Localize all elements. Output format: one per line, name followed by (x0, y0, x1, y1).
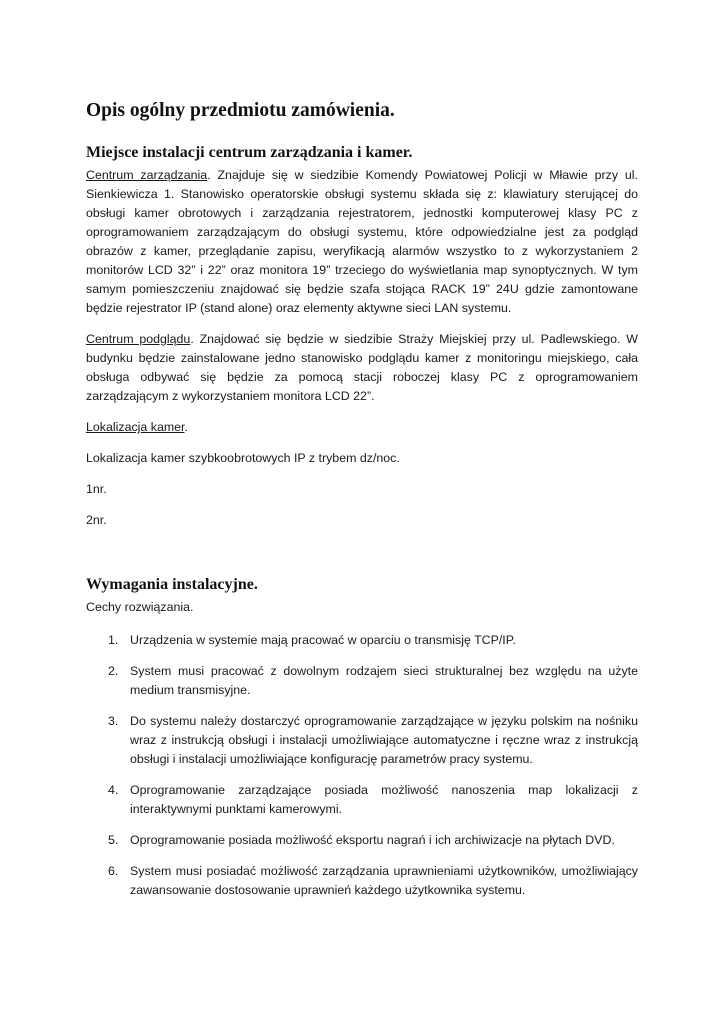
text-camera-location: . (184, 420, 188, 434)
paragraph-management-center (86, 166, 638, 318)
list-item-text: Oprogramowanie zarządzające posiada możliwość nanoszenia map lokalizacji z interaktywnymi punktami kamerowymi. (130, 783, 638, 816)
paragraph-camera-1: 1nr. (86, 482, 107, 496)
list-item-text: Urządzenia w systemie mają pracować w oparciu o transmisję TCP/IP. (130, 633, 516, 647)
text-preview-center: . Znajdować się będzie w siedzibie Straży Miejskiej przy ul. Padlewskiego. W budynku będzie zainstalowane jedno stanowisko podglądu kamer z monitoringu miejskiego, cała obsługa odbywać się będzie za pomocą stacji roboczej klasy PC z oprogramowaniem zarządzającym z wykorzystaniem monitora LCD 22”. (86, 332, 638, 403)
section-heading-installation-site: Miejsce instalacji centrum zarządzania i kamer. (86, 144, 413, 161)
list-item-text: Do systemu należy dostarczyć oprogramowanie zarządzające w języku polskim na nośniku wraz z instrukcją obsługi i instalacji umożliwiające automatyczne i ręczne wraz z instrukcją obsługi i instalacji umożliwiające konfigurację parametrów pracy systemu. (130, 714, 638, 766)
list-item (86, 712, 638, 769)
list-item (86, 831, 638, 850)
list-item-number: 2. (108, 664, 119, 678)
paragraph-camera-location (86, 418, 638, 437)
document-content (86, 98, 638, 912)
text-management-center: . Znajduje się w siedzibie Komendy Powiatowej Policji w Mławie przy ul. Sienkiewicza 1. Stanowisko operatorskie obsługi systemu składa się z: klawiatury sterującej do obsługi kamer obrotowych i zarządzania rejestratorem, jednostki komputerowej klasy PC z oprogramowaniem zarządzającym do obsługi systemu, które odpowiedzialne jest za podgląd obrazów z kamer, przeglądanie zapisu, weryfikacją alarmów wszystko to z wykorzystaniem 2 monitorów LCD 32” i 22” oraz monitora 19” trzeciego do wyświetlania map synoptycznych. W tym samym pomieszczeniu znajdować się będzie szafa stojąca RACK 19” 24U gdzie zamontowane będzie rejestrator IP (stand alone) oraz elementy aktywne sieci LAN systemu. (86, 168, 638, 315)
requirements-list (86, 631, 638, 900)
section-heading-requirements: Wymagania instalacyjne. (86, 576, 258, 593)
list-item-number: 6. (108, 864, 119, 878)
list-item-number: 4. (108, 783, 119, 797)
paragraph-preview-center (86, 330, 638, 406)
list-item-number: 5. (108, 833, 119, 847)
list-item-text: System musi pracować z dowolnym rodzajem sieci strukturalnej bez względu na użyte medium transmisyjne. (130, 664, 638, 697)
label-camera-location: Lokalizacja kamer (86, 420, 185, 434)
paragraph-camera-ptz: Lokalizacja kamer szybkoobrotowych IP z trybem dz/noc. (86, 451, 400, 465)
list-item (86, 631, 638, 650)
list-item (86, 862, 638, 900)
label-management-center: Centrum zarządzania (86, 168, 208, 182)
document-title: Opis ogólny przedmiotu zamówienia. (86, 100, 395, 121)
paragraph-camera-2: 2nr. (86, 513, 107, 527)
list-item (86, 781, 638, 819)
list-item-number: 3. (108, 714, 119, 728)
list-item-text: Oprogramowanie posiada możliwość eksportu nagrań i ich archiwizacje na płytach DVD. (130, 833, 615, 847)
paragraph-features-intro: Cechy rozwiązania. (86, 600, 194, 614)
list-item-number: 1. (108, 633, 119, 647)
label-preview-center: Centrum podglądu (86, 332, 191, 346)
list-item-text: System musi posiadać możliwość zarządzania uprawnieniami użytkowników, umożliwiający zawansowanie dostosowanie uprawnień każdego użytkownika systemu. (130, 864, 638, 897)
list-item (86, 662, 638, 700)
